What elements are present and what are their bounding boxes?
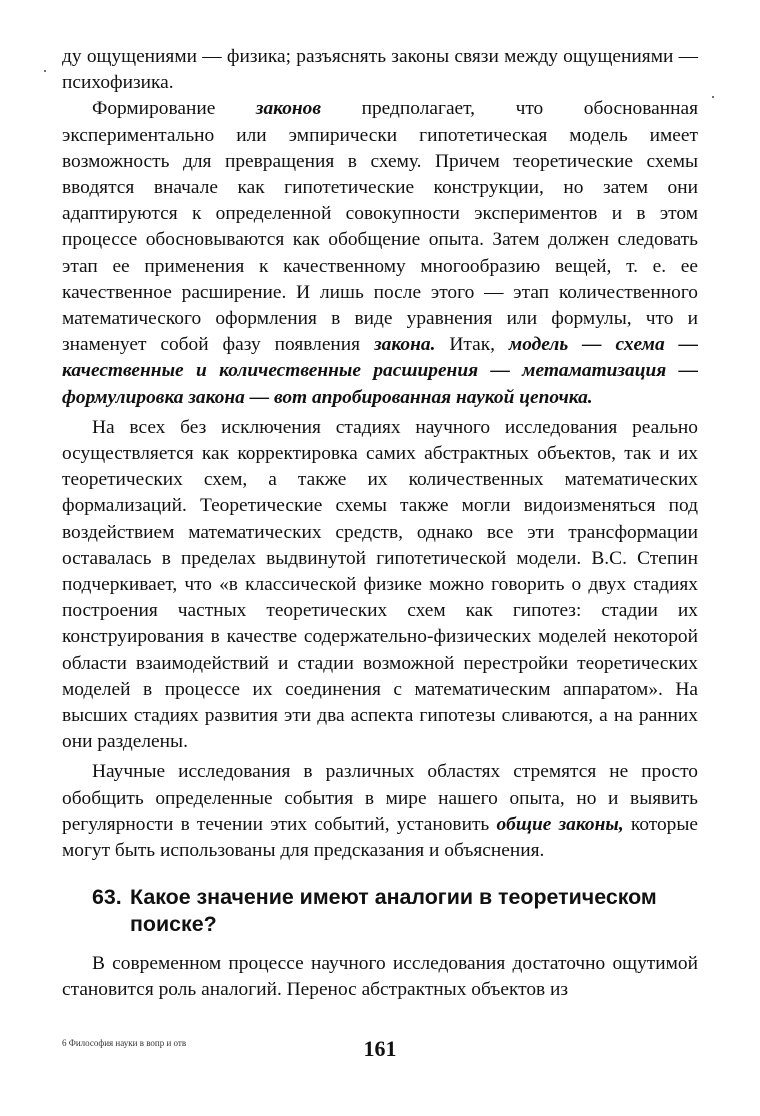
text-run: Научные исследования в различных областях стремятся не просто обобщить определенные события в мире нашего опыта, но и выявить регулярности в течении этих событий, установить xyxy=(62,761,698,835)
paragraph-laws-formation xyxy=(62,96,698,410)
signature-mark: 6 Философия науки в вопр и отв xyxy=(62,1038,187,1048)
section-number: 63. xyxy=(92,885,122,909)
page-number: 161 xyxy=(363,1036,397,1061)
emphasis-laws: законов xyxy=(255,98,322,120)
paragraph-continuation: ду ощущениями — физика; разъяснять законы связи между ощущениями — психофизика. xyxy=(62,46,698,94)
section-title-line2: поиске? xyxy=(130,912,217,936)
text-run: которые могут быть использованы для предсказания и объяснения. xyxy=(62,813,698,862)
text-run: Формирование xyxy=(92,98,256,120)
text-run: Итак, xyxy=(435,334,509,356)
scan-speck xyxy=(712,96,714,98)
paragraph-research-stages: На всех без исключения стадиях научного исследования реально осуществляется как корректировка самих абстрактных объектов, так и их теоретических схем, а также их количественных математических формализаций. Теоретические схемы также могли видоизменяться под воздействием математических средств, однако все эти трансформации оставалась в пределах выдвинутой гипотетической модели. В.С. Степин подчеркивает, что «в классической физике можно говорить о двух стадиях построения частных теоретических схем как гипотез: стадии их конструирования в качестве содержательно-физических моделей некоторой области взаимодействий и стадии возможной перестройки теоретических моделей в процессе их соединения с математическим аппаратом». На высших стадиях развития эти два аспекта гипотезы сливаются, а на ранних они разделены. xyxy=(62,416,698,753)
text-run: предполагает, что обоснованная экспериментально или эмпирически гипотетическая модель имеет возможность для превращения в схему. Причем теоретические схемы вводятся вначале как гипотетические конструкции, но затем они адаптируются к определенной совокупности экспериментов и в этом процессе обосновываются как обобщение опыта. Затем должен следовать этап ее применения к качественному многообразию вещей, т. е. ее качественное расширение. И лишь после этого — этап количественного математического оформления в виде уравнения или формулы, что и знаменует собой фазу появления xyxy=(62,98,698,356)
emphasis-law: закона. xyxy=(374,334,436,356)
section-heading xyxy=(92,884,692,938)
emphasis-general-laws: общие законы, xyxy=(496,813,624,835)
section-body xyxy=(62,951,698,1003)
scan-speck xyxy=(44,70,46,72)
section-title-line1: Какое значение имеют аналогии в теоретическом xyxy=(130,885,657,909)
body-text xyxy=(62,44,698,864)
paragraph-analogies: В современном процессе научного исследования достаточно ощутимой становится роль аналогий. Перенос абстрактных объектов из xyxy=(62,953,698,1001)
paragraph-general-laws xyxy=(62,759,698,864)
emphasis-chain: модель — схема — качественные и количественные расширения — метаматизация — формулировка закона — вот апробированная наукой цепочка. xyxy=(62,334,698,408)
